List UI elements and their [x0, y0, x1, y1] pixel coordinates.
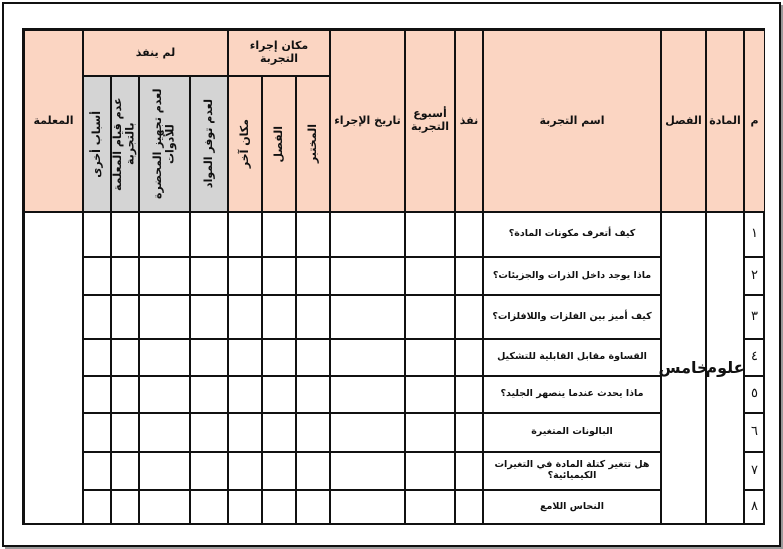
done-cell[interactable] [455, 452, 483, 490]
reason-teacher-cell[interactable] [111, 376, 139, 413]
lab-cell[interactable] [296, 257, 330, 295]
week-cell[interactable] [405, 413, 455, 452]
other-location-cell[interactable] [228, 490, 262, 525]
week-cell[interactable] [405, 452, 455, 490]
reason-tools-cell[interactable] [139, 339, 190, 376]
reason-materials-cell[interactable] [190, 339, 228, 376]
class-location-cell[interactable] [262, 376, 296, 413]
reason-teacher-cell[interactable] [111, 452, 139, 490]
reason-other-cell[interactable] [83, 376, 111, 413]
class-location-cell[interactable] [262, 339, 296, 376]
experiment-name: ماذا يوجد داخل الذرات والجزيئات؟ [483, 257, 661, 295]
week-cell[interactable] [405, 490, 455, 525]
header-reason-tools: لعدم تجهيز المحضرة للأدوات [139, 76, 190, 212]
reason-tools-cell[interactable] [139, 257, 190, 295]
experiment-name: كيف أميز بين الفلزات واللافلزات؟ [483, 295, 661, 339]
done-cell[interactable] [455, 339, 483, 376]
reason-materials-cell[interactable] [190, 212, 228, 257]
done-cell[interactable] [455, 413, 483, 452]
other-location-cell[interactable] [228, 212, 262, 257]
reason-tools-cell[interactable] [139, 413, 190, 452]
reason-materials-cell[interactable] [190, 376, 228, 413]
other-location-cell[interactable] [228, 376, 262, 413]
header-teacher: المعلمة [24, 30, 83, 212]
reason-other-cell[interactable] [83, 212, 111, 257]
header-location-lab: المختبر [296, 76, 330, 212]
reason-teacher-cell[interactable] [111, 339, 139, 376]
row-number: ٨ [744, 490, 765, 525]
week-cell[interactable] [405, 376, 455, 413]
experiment-name: هل تتغير كتلة المادة في التغيرات الكيميائية؟ [483, 452, 661, 490]
teacher-cell[interactable] [24, 212, 83, 525]
header-not-done-group: لم ينفذ [83, 30, 228, 76]
other-location-cell[interactable] [228, 295, 262, 339]
done-cell[interactable] [455, 295, 483, 339]
reason-other-cell[interactable] [83, 257, 111, 295]
header-location-class: الفصل [262, 76, 296, 212]
header-reason-teacher: عدم قيام المعلمة بالتجربة [111, 76, 139, 212]
reason-other-cell[interactable] [83, 490, 111, 525]
date-cell[interactable] [330, 452, 405, 490]
header-experiment-name: اسم التجربة [483, 30, 661, 212]
class-location-cell[interactable] [262, 257, 296, 295]
header-done: نفذ [455, 30, 483, 212]
other-location-cell[interactable] [228, 452, 262, 490]
reason-materials-cell[interactable] [190, 452, 228, 490]
experiment-name: القساوة مقابل القابلية للتشكيل [483, 339, 661, 376]
other-location-cell[interactable] [228, 413, 262, 452]
reason-tools-cell[interactable] [139, 452, 190, 490]
header-number: م [744, 30, 765, 212]
row-number: ٣ [744, 295, 765, 339]
done-cell[interactable] [455, 257, 483, 295]
reason-tools-cell[interactable] [139, 490, 190, 525]
row-number: ٥ [744, 376, 765, 413]
lab-cell[interactable] [296, 413, 330, 452]
reason-other-cell[interactable] [83, 413, 111, 452]
week-cell[interactable] [405, 295, 455, 339]
reason-teacher-cell[interactable] [111, 490, 139, 525]
class-location-cell[interactable] [262, 452, 296, 490]
reason-teacher-cell[interactable] [111, 295, 139, 339]
row-number: ٤ [744, 339, 765, 376]
date-cell[interactable] [330, 376, 405, 413]
reason-materials-cell[interactable] [190, 490, 228, 525]
reason-other-cell[interactable] [83, 339, 111, 376]
reason-other-cell[interactable] [83, 295, 111, 339]
experiment-name: البالونات المتغيرة [483, 413, 661, 452]
done-cell[interactable] [455, 376, 483, 413]
week-cell[interactable] [405, 212, 455, 257]
header-reason-materials: لعدم توفر المواد [190, 76, 228, 212]
header-reason-other: أسباب أخرى [83, 76, 111, 212]
reason-teacher-cell[interactable] [111, 212, 139, 257]
reason-materials-cell[interactable] [190, 295, 228, 339]
date-cell[interactable] [330, 490, 405, 525]
experiments-table [22, 28, 765, 525]
row-number: ٦ [744, 413, 765, 452]
reason-tools-cell[interactable] [139, 295, 190, 339]
header-class: الفصل [661, 30, 706, 212]
reason-tools-cell[interactable] [139, 212, 190, 257]
experiment-name: ماذا يحدث عندما ينصهر الجليد؟ [483, 376, 661, 413]
reason-teacher-cell[interactable] [111, 257, 139, 295]
done-cell[interactable] [455, 212, 483, 257]
header-location-group: مكان إجراء التجربة [228, 30, 330, 76]
header-subject: المادة [706, 30, 744, 212]
date-cell[interactable] [330, 257, 405, 295]
week-cell[interactable] [405, 257, 455, 295]
lab-cell[interactable] [296, 376, 330, 413]
reason-other-cell[interactable] [83, 452, 111, 490]
row-number: ١ [744, 212, 765, 257]
row-number: ٢ [744, 257, 765, 295]
header-execution-date: تاريخ الإجراء [330, 30, 405, 212]
class-location-cell[interactable] [262, 295, 296, 339]
lab-cell[interactable] [296, 295, 330, 339]
lab-cell[interactable] [296, 212, 330, 257]
header-location-other: مكان آخر [228, 76, 262, 212]
date-cell[interactable] [330, 212, 405, 257]
other-location-cell[interactable] [228, 257, 262, 295]
date-cell[interactable] [330, 413, 405, 452]
experiment-name: كيف أتعرف مكونات المادة؟ [483, 212, 661, 257]
class-location-cell[interactable] [262, 413, 296, 452]
week-cell[interactable] [405, 339, 455, 376]
reason-materials-cell[interactable] [190, 413, 228, 452]
class-location-cell[interactable] [262, 212, 296, 257]
row-number: ٧ [744, 452, 765, 490]
date-cell[interactable] [330, 339, 405, 376]
reason-materials-cell[interactable] [190, 257, 228, 295]
subject-cell: علوم [706, 212, 744, 525]
header-experiment-week: أسبوع التجربة [405, 30, 455, 212]
date-cell[interactable] [330, 295, 405, 339]
class-cell: خامس [661, 212, 706, 525]
reason-tools-cell[interactable] [139, 376, 190, 413]
reason-teacher-cell[interactable] [111, 413, 139, 452]
experiment-name: النحاس اللامع [483, 490, 661, 525]
class-location-cell[interactable] [262, 490, 296, 525]
lab-cell[interactable] [296, 490, 330, 525]
lab-cell[interactable] [296, 339, 330, 376]
other-location-cell[interactable] [228, 339, 262, 376]
lab-cell[interactable] [296, 452, 330, 490]
done-cell[interactable] [455, 490, 483, 525]
